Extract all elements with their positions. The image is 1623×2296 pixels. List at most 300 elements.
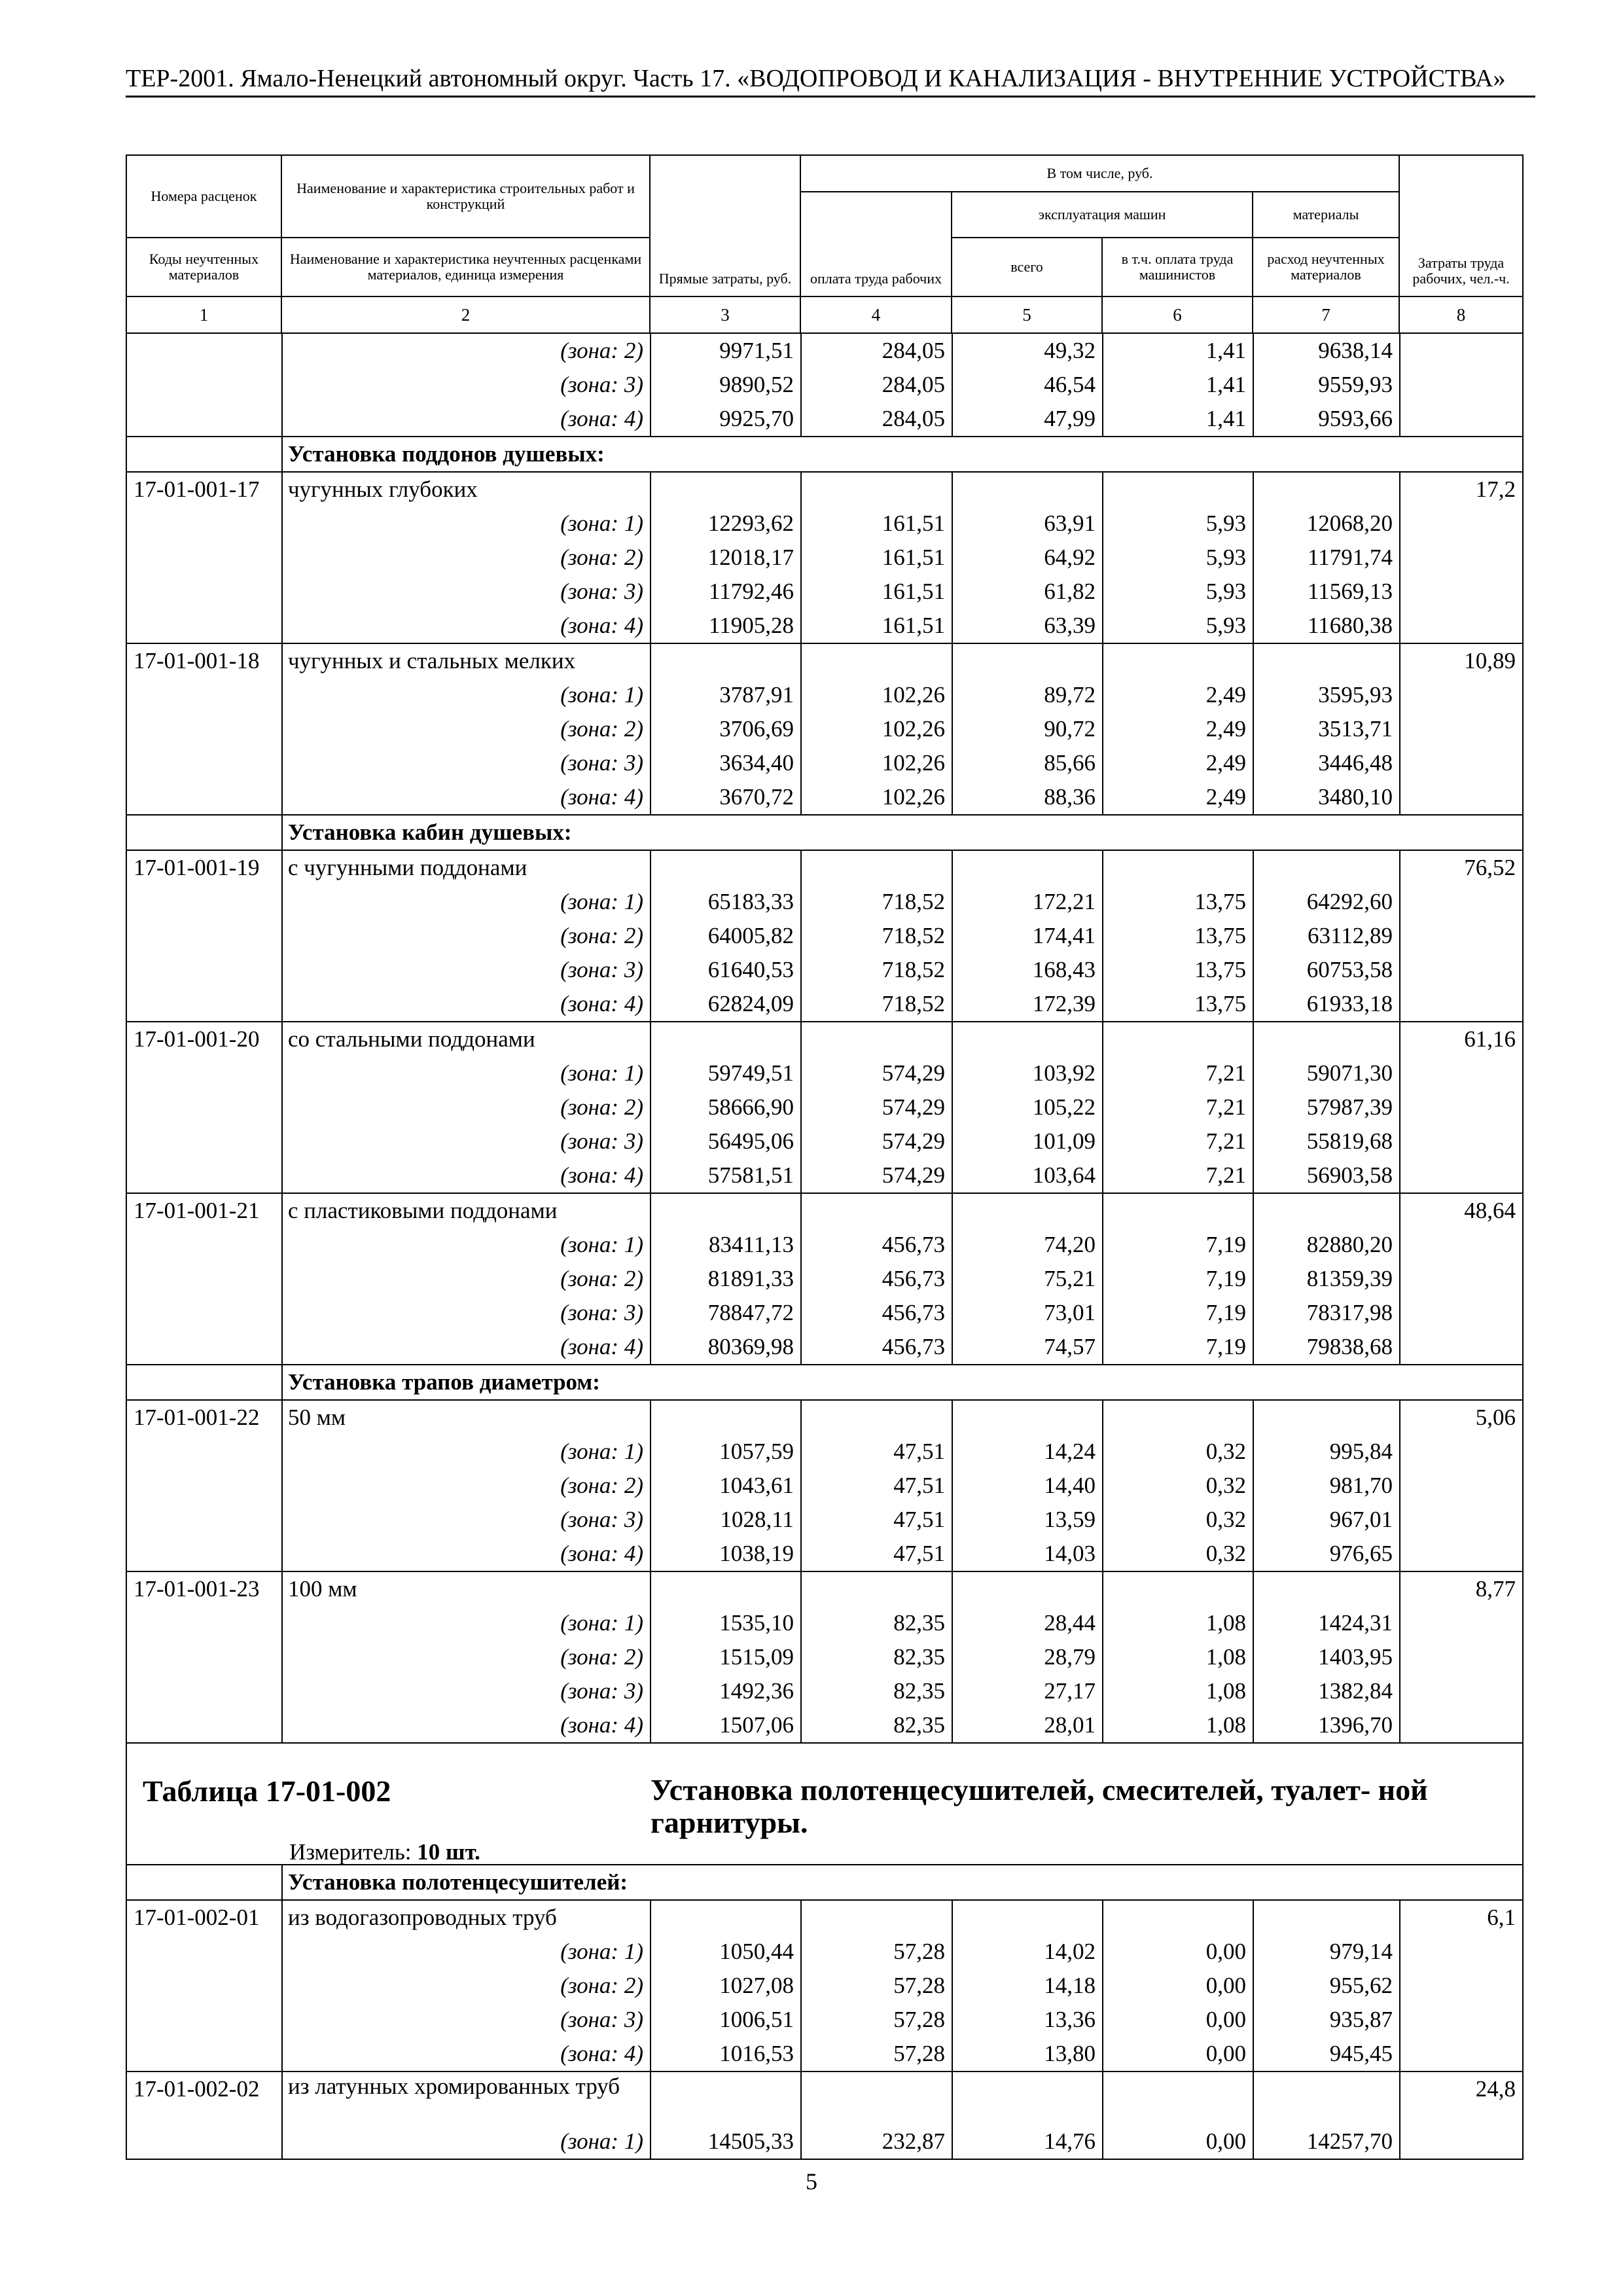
column-rule <box>1399 2125 1400 2159</box>
cost-value: 88,36 <box>1044 784 1096 810</box>
cost-value: 1403,95 <box>1318 1644 1393 1670</box>
col-number: 1 <box>127 296 281 333</box>
cost-value: 13,59 <box>1044 1507 1096 1532</box>
labor-cost: 48,64 <box>1464 1198 1516 1223</box>
cost-value: 11792,46 <box>709 579 794 604</box>
cost-value: 0,32 <box>1205 1473 1246 1498</box>
cost-value: 82,35 <box>893 1712 945 1738</box>
measure-value: 10 шт. <box>417 1839 480 1865</box>
cost-value: 1038,19 <box>719 1541 794 1566</box>
column-rule <box>800 1194 802 1228</box>
cost-value: 574,29 <box>882 1128 945 1154</box>
column-rule <box>1399 1435 1400 1469</box>
cost-value: 9971,51 <box>719 338 794 363</box>
cost-value: 0,32 <box>1205 1507 1246 1532</box>
section-heading-row <box>127 436 1522 471</box>
zone-row <box>127 1435 1522 1469</box>
column-rule <box>1399 402 1400 436</box>
zone-row <box>127 1674 1522 1708</box>
cost-value: 75,21 <box>1044 1266 1096 1291</box>
column-rule <box>1399 1056 1400 1090</box>
page-number: 5 <box>806 2168 817 2195</box>
cost-value: 47,99 <box>1044 406 1096 431</box>
column-rule <box>1399 541 1400 575</box>
cost-value: 1396,70 <box>1318 1712 1393 1738</box>
zone-row <box>127 368 1522 402</box>
column-rule <box>1399 1640 1400 1674</box>
zone-row <box>127 1330 1522 1364</box>
col-number: 8 <box>1399 296 1522 333</box>
zone-row <box>127 1090 1522 1124</box>
column-rule <box>1399 919 1400 953</box>
cost-value: 3634,40 <box>719 750 794 776</box>
col-header-7: расход неучтенных материалов <box>1253 238 1399 296</box>
zone-label: (зона: 2) <box>560 923 643 948</box>
item-name: из водогазопроводных труб <box>288 1905 557 1930</box>
zone-label: (зона: 1) <box>560 1232 643 1257</box>
column-rule <box>1253 1901 1254 1935</box>
cost-value: 456,73 <box>882 1300 945 1325</box>
cost-value: 1535,10 <box>719 1610 794 1636</box>
table-header <box>127 154 1522 334</box>
zone-row <box>127 919 1522 953</box>
cost-value: 102,26 <box>882 716 945 742</box>
cost-value: 11791,74 <box>1308 545 1393 570</box>
col-header-1b: Коды неучтенных материалов <box>127 238 281 296</box>
cost-value: 0,32 <box>1205 1541 1246 1566</box>
zone-row <box>127 1708 1522 1742</box>
column-rule <box>1399 953 1400 987</box>
cost-value: 161,51 <box>882 613 945 638</box>
column-rule <box>1399 1606 1400 1640</box>
cost-value: 9925,70 <box>719 406 794 431</box>
cost-value: 284,05 <box>882 372 945 397</box>
col-number: 4 <box>800 296 952 333</box>
column-rule <box>800 1401 802 1435</box>
column-rule <box>1253 1572 1254 1606</box>
cost-value: 47,51 <box>893 1473 945 1498</box>
zone-label: (зона: 4) <box>560 1712 643 1738</box>
col-header-3: Прямые затраты, руб. <box>650 155 800 296</box>
zone-label: (зона: 1) <box>560 1060 643 1086</box>
cost-value: 14257,70 <box>1306 2128 1393 2154</box>
column-rule <box>650 1194 651 1228</box>
cost-value: 102,26 <box>882 682 945 708</box>
cost-value: 61933,18 <box>1306 991 1393 1016</box>
column-rule <box>1102 1022 1103 1056</box>
item-name: чугунных глубоких <box>288 476 478 502</box>
cost-value: 2,49 <box>1205 750 1246 776</box>
column-rule <box>1399 1674 1400 1708</box>
zone-label: (зона: 2) <box>560 338 643 363</box>
cost-value: 47,51 <box>893 1507 945 1532</box>
cost-value: 161,51 <box>882 511 945 536</box>
zone-label: (зона: 3) <box>560 1507 643 1532</box>
section-heading-row <box>127 1864 1522 1899</box>
cost-value: 28,01 <box>1044 1712 1096 1738</box>
zone-row <box>127 2125 1522 2159</box>
cost-value: 105,22 <box>1032 1094 1096 1120</box>
cost-value: 718,52 <box>882 923 945 948</box>
cost-value: 14,18 <box>1044 1973 1096 1998</box>
cost-value: 284,05 <box>882 406 945 431</box>
cost-value: 61640,53 <box>707 957 794 982</box>
column-rule <box>800 1022 802 1056</box>
cost-value: 46,54 <box>1044 372 1096 397</box>
cost-value: 57,28 <box>893 2041 945 2066</box>
zone-label: (зона: 1) <box>560 1439 643 1464</box>
column-rule <box>1399 1469 1400 1503</box>
column-rule <box>1102 1194 1103 1228</box>
cost-value: 9638,14 <box>1318 338 1393 363</box>
cost-value: 82,35 <box>893 1610 945 1636</box>
column-rule <box>1399 1537 1400 1571</box>
zone-label: (зона: 1) <box>560 1939 643 1964</box>
cost-value: 74,57 <box>1044 1334 1096 1359</box>
item-row <box>127 1399 1522 1435</box>
column-rule <box>650 1401 651 1435</box>
cost-value: 12293,62 <box>707 511 794 536</box>
cost-value: 83411,13 <box>709 1232 794 1257</box>
zone-row <box>127 334 1522 368</box>
cost-value: 0,00 <box>1205 1939 1246 1964</box>
cost-value: 13,75 <box>1194 957 1246 982</box>
cost-value: 718,52 <box>882 991 945 1016</box>
section-heading-row <box>127 814 1522 850</box>
column-rule <box>1253 1022 1254 1056</box>
column-rule <box>1253 1194 1254 1228</box>
col-header-8: Затраты труда рабочих, чел.-ч. <box>1399 155 1522 296</box>
cost-value: 1057,59 <box>719 1439 794 1464</box>
column-rule <box>1399 1296 1400 1330</box>
cost-value: 14,02 <box>1044 1939 1096 1964</box>
cost-value: 5,93 <box>1205 613 1246 638</box>
item-row <box>127 850 1522 885</box>
cost-value: 9593,66 <box>1318 406 1393 431</box>
column-rule <box>1102 1572 1103 1606</box>
cost-value: 11680,38 <box>1308 613 1393 638</box>
zone-row <box>127 746 1522 780</box>
cost-value: 7,21 <box>1205 1162 1246 1188</box>
column-rule <box>650 1901 651 1935</box>
column-rule <box>650 1572 651 1606</box>
column-rule <box>650 473 651 507</box>
item-name: 50 мм <box>288 1405 346 1430</box>
zone-label: (зона: 2) <box>560 1266 643 1291</box>
cost-value: 574,29 <box>882 1094 945 1120</box>
column-rule <box>1399 609 1400 643</box>
col-header-mach: эксплуатация машин <box>952 192 1253 238</box>
item-name: 100 мм <box>288 1576 357 1602</box>
column-rule <box>952 1572 953 1606</box>
column-rule <box>952 1901 953 1935</box>
cost-value: 14,03 <box>1044 1541 1096 1566</box>
cost-value: 12068,20 <box>1306 511 1393 536</box>
cost-value: 47,51 <box>893 1541 945 1566</box>
measure-label: Измеритель: <box>289 1839 418 1865</box>
cost-value: 1382,84 <box>1318 1678 1393 1704</box>
cost-value: 57,28 <box>893 2007 945 2032</box>
section-heading-row <box>127 1364 1522 1399</box>
column-rule <box>800 1901 802 1935</box>
cost-value: 161,51 <box>882 579 945 604</box>
cost-value: 81359,39 <box>1306 1266 1393 1291</box>
price-code: 17-01-001-20 <box>134 1026 260 1052</box>
cost-value: 13,75 <box>1194 889 1246 914</box>
cost-value: 13,80 <box>1044 2041 1096 2066</box>
col-header-4: оплата труда рабочих <box>800 192 952 296</box>
cost-value: 7,21 <box>1205 1128 1246 1154</box>
column-rule <box>1399 885 1400 919</box>
cost-value: 14,24 <box>1044 1439 1096 1464</box>
cost-value: 11569,13 <box>1308 579 1393 604</box>
cost-value: 284,05 <box>882 338 945 363</box>
cost-value: 80369,98 <box>707 1334 794 1359</box>
zone-row <box>127 953 1522 987</box>
column-rule <box>1399 746 1400 780</box>
zone-label: (зона: 1) <box>560 889 643 914</box>
cost-value: 161,51 <box>882 545 945 570</box>
item-row <box>127 1571 1522 1606</box>
cost-value: 49,32 <box>1044 338 1096 363</box>
item-name: из латунных хромированных труб <box>288 2073 620 2099</box>
cost-value: 63,39 <box>1044 613 1096 638</box>
cost-value: 718,52 <box>882 889 945 914</box>
labor-cost: 76,52 <box>1464 855 1516 880</box>
cost-value: 78847,72 <box>707 1300 794 1325</box>
labor-cost: 24,8 <box>1475 2076 1516 2102</box>
cost-value: 1028,11 <box>720 1507 794 1532</box>
cost-value: 0,32 <box>1205 1439 1246 1464</box>
cost-value: 82880,20 <box>1306 1232 1393 1257</box>
zone-row <box>127 1056 1522 1090</box>
cost-value: 456,73 <box>882 1266 945 1291</box>
column-rule <box>1102 473 1103 507</box>
cost-value: 12018,17 <box>707 545 794 570</box>
cost-value: 82,35 <box>893 1644 945 1670</box>
cost-value: 60753,58 <box>1306 957 1393 982</box>
zone-label: (зона: 4) <box>560 1334 643 1359</box>
cost-value: 981,70 <box>1329 1473 1393 1498</box>
zone-row <box>127 402 1522 436</box>
zone-row <box>127 1503 1522 1537</box>
cost-value: 3480,10 <box>1318 784 1393 810</box>
cost-value: 0,00 <box>1205 1973 1246 1998</box>
zone-row <box>127 1969 1522 2003</box>
column-rule <box>800 644 802 678</box>
column-rule <box>1399 1969 1400 2003</box>
column-rule <box>1399 1090 1400 1124</box>
item-name: чугунных и стальных мелких <box>288 648 576 673</box>
cost-value: 1,08 <box>1205 1644 1246 1670</box>
cost-value: 1,08 <box>1205 1610 1246 1636</box>
cost-value: 82,35 <box>893 1678 945 1704</box>
cost-value: 574,29 <box>882 1060 945 1086</box>
column-rule <box>1399 678 1400 712</box>
price-code: 17-01-002-02 <box>134 2076 260 2102</box>
column-rule <box>1253 851 1254 885</box>
cost-value: 64005,82 <box>707 923 794 948</box>
column-rule <box>1399 507 1400 541</box>
item-row <box>127 1193 1522 1228</box>
cost-value: 14,76 <box>1044 2128 1096 2154</box>
cost-value: 57987,39 <box>1306 1094 1393 1120</box>
zone-row <box>127 1537 1522 1571</box>
col-header-2a: Наименование и характеристика строительных работ и конструкций <box>281 155 650 238</box>
cost-value: 62824,09 <box>707 991 794 1016</box>
column-rule <box>1102 2072 1103 2125</box>
table-title-block <box>127 1742 1522 1864</box>
price-code: 17-01-001-19 <box>134 855 260 880</box>
column-rule <box>650 851 651 885</box>
cost-value: 14,40 <box>1044 1473 1096 1498</box>
zone-label: (зона: 4) <box>560 613 643 638</box>
item-row <box>127 471 1522 507</box>
cost-value: 13,36 <box>1044 2007 1096 2032</box>
zone-label: (зона: 4) <box>560 1162 643 1188</box>
zone-row <box>127 2037 1522 2071</box>
zone-label: (зона: 2) <box>560 1094 643 1120</box>
item-name: со стальными поддонами <box>288 1026 535 1052</box>
cost-value: 103,92 <box>1032 1060 1096 1086</box>
col-number: 6 <box>1102 296 1253 333</box>
column-rule <box>952 1194 953 1228</box>
cost-value: 47,51 <box>893 1439 945 1464</box>
labor-cost: 8,77 <box>1475 1576 1516 1602</box>
zone-label: (зона: 2) <box>560 545 643 570</box>
cost-value: 7,21 <box>1205 1060 1246 1086</box>
cost-value: 56903,58 <box>1306 1162 1393 1188</box>
cost-value: 3595,93 <box>1318 682 1393 708</box>
zone-row <box>127 507 1522 541</box>
cost-value: 74,20 <box>1044 1232 1096 1257</box>
column-rule <box>1399 712 1400 746</box>
zone-row <box>127 780 1522 814</box>
labor-cost: 17,2 <box>1475 476 1516 502</box>
cost-value: 168,43 <box>1032 957 1096 982</box>
column-rule <box>1399 575 1400 609</box>
cost-value: 456,73 <box>882 1334 945 1359</box>
running-header: ТЕР-2001. Ямало-Ненецкий автономный округ. Часть 17. «ВОДОПРОВОД И КАНАЛИЗАЦИЯ - ВНУТРЕННИЕ УСТРОЙСТВА» <box>126 64 1535 98</box>
cost-value: 11905,28 <box>709 613 794 638</box>
cost-value: 1492,36 <box>719 1678 794 1704</box>
item-row <box>127 1899 1522 1935</box>
cost-value: 9559,93 <box>1318 372 1393 397</box>
cost-value: 1,41 <box>1205 406 1246 431</box>
cost-value: 9890,52 <box>719 372 794 397</box>
cost-value: 58666,90 <box>707 1094 794 1120</box>
cost-value: 7,19 <box>1205 1300 1246 1325</box>
zone-row <box>127 1640 1522 1674</box>
labor-cost: 5,06 <box>1475 1405 1516 1430</box>
item-name: с пластиковыми поддонами <box>288 1198 558 1223</box>
cost-value: 78317,98 <box>1306 1300 1393 1325</box>
cost-value: 101,09 <box>1032 1128 1096 1154</box>
item-row <box>127 1021 1522 1056</box>
cost-value: 81891,33 <box>707 1266 794 1291</box>
price-code: 17-01-001-17 <box>134 476 260 502</box>
column-rule <box>1102 851 1103 885</box>
zone-row <box>127 1469 1522 1503</box>
price-code: 17-01-001-18 <box>134 648 260 673</box>
column-rule <box>952 1022 953 1056</box>
zone-label: (зона: 2) <box>560 716 643 742</box>
zone-row <box>127 1228 1522 1262</box>
cost-value: 55819,68 <box>1306 1128 1393 1154</box>
cost-value: 63,91 <box>1044 511 1096 536</box>
cost-value: 3670,72 <box>719 784 794 810</box>
cost-value: 61,82 <box>1044 579 1096 604</box>
cost-value: 1016,53 <box>719 2041 794 2066</box>
cost-value: 1424,31 <box>1318 1610 1393 1636</box>
cost-value: 2,49 <box>1205 716 1246 742</box>
zone-label: (зона: 4) <box>560 991 643 1016</box>
column-rule <box>952 2072 953 2125</box>
cost-value: 955,62 <box>1329 1973 1393 1998</box>
table-number: Таблица 17-01-002 <box>143 1774 391 1808</box>
col-number: 5 <box>952 296 1102 333</box>
zone-label: (зона: 3) <box>560 579 643 604</box>
cost-value: 57,28 <box>893 1973 945 1998</box>
zone-label: (зона: 2) <box>560 1973 643 1998</box>
zone-row <box>127 1262 1522 1296</box>
section-heading: Установка полотенцесушителей: <box>288 1869 628 1895</box>
cost-value: 3706,69 <box>719 716 794 742</box>
cost-value: 5,93 <box>1205 511 1246 536</box>
col-number: 2 <box>281 296 650 333</box>
column-rule <box>1399 987 1400 1021</box>
col-header-mat: материалы <box>1253 192 1399 238</box>
column-rule <box>1399 368 1400 402</box>
cost-value: 1027,08 <box>719 1973 794 1998</box>
cost-value: 85,66 <box>1044 750 1096 776</box>
cost-value: 172,39 <box>1032 991 1096 1016</box>
column-rule <box>1399 780 1400 814</box>
col-number: 7 <box>1253 296 1399 333</box>
column-rule <box>1399 1708 1400 1742</box>
zone-label: (зона: 2) <box>560 1644 643 1670</box>
cost-value: 57581,51 <box>707 1162 794 1188</box>
zone-label: (зона: 4) <box>560 406 643 431</box>
cost-value: 945,45 <box>1329 2041 1393 2066</box>
column-rule <box>1399 334 1400 368</box>
column-rule <box>1253 644 1254 678</box>
column-rule <box>650 2072 651 2125</box>
zone-label: (зона: 4) <box>560 2041 643 2066</box>
zone-row <box>127 1935 1522 1969</box>
column-rule <box>1102 1901 1103 1935</box>
item-name: с чугунными поддонами <box>288 855 527 880</box>
zone-row <box>127 1296 1522 1330</box>
zone-label: (зона: 3) <box>560 372 643 397</box>
cost-value: 2,49 <box>1205 682 1246 708</box>
labor-cost: 10,89 <box>1464 648 1516 673</box>
cost-value: 64292,60 <box>1306 889 1393 914</box>
cost-value: 1050,44 <box>719 1939 794 1964</box>
column-rule <box>1399 1158 1400 1193</box>
zone-row <box>127 1158 1522 1193</box>
column-rule <box>1399 1503 1400 1537</box>
zone-row <box>127 678 1522 712</box>
cost-value: 13,75 <box>1194 991 1246 1016</box>
cost-value: 979,14 <box>1329 1939 1393 1964</box>
zone-label: (зона: 3) <box>560 1128 643 1154</box>
price-code: 17-01-001-22 <box>134 1405 260 1430</box>
column-rule <box>650 1022 651 1056</box>
column-rule <box>952 644 953 678</box>
col-header-incl: В том числе, руб. <box>800 155 1399 192</box>
cost-value: 73,01 <box>1044 1300 1096 1325</box>
